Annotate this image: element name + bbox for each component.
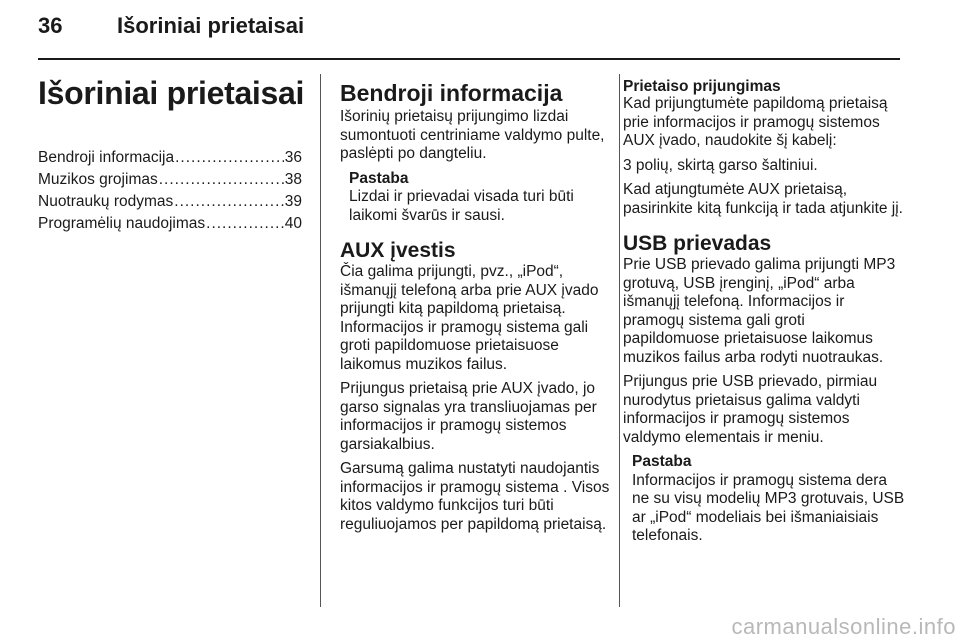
toc-item[interactable] [38, 192, 302, 214]
toc-item-page: 38 [284, 171, 302, 188]
section-heading-general: Bendroji informacija [340, 80, 563, 106]
middle-column [340, 80, 615, 540]
subheading-connect-device: Prietaiso prijungimas [623, 78, 781, 95]
note-label: Pastaba [349, 169, 409, 187]
toc-leader-dots [175, 148, 284, 168]
note-label: Pastaba [632, 453, 692, 470]
toc-leader-dots [159, 170, 284, 190]
aux-paragraph-1: Čia galima prijungti, pvz., „iPod“, išmanųjį telefoną arba prie AUX įvado prijungti kitą papildomą prietaisą. Informacijos ir pramogų sistema gali groti papildomuose prietaisuose laikomus muzikos failus. [340, 263, 599, 373]
page-number: 36 [38, 13, 63, 38]
connect-paragraph-3: Kad atjungtumėte AUX prietaisą, pasirinkite kitą funkciją ir tada atjunkite jį. [623, 181, 903, 217]
toc-leader-dots [174, 192, 283, 212]
section-heading-aux: AUX įvestis [340, 239, 456, 262]
watermark: carmanualsonline.info [731, 614, 956, 639]
note-text: Informacijos ir pramogų sistema dera ne su visų modelių MP3 grotuvais, USB ar „iPod“ modeliais bei išmaniaisiais telefonais. [632, 471, 905, 544]
general-intro-paragraph: Išorinių prietaisų prijungimo lizdai sumontuoti centriniame valdymo pulte, paslėpti po dangteliu. [340, 108, 605, 162]
toc-item-label: Nuotraukų rodymas [38, 193, 174, 210]
connect-paragraph-1: Kad prijungtumėte papildomą prietaisą prie informacijos ir pramogų sistemos AUX įvado, naudokite šį kabelį: [623, 95, 888, 149]
connect-paragraph-2: 3 polių, skirtą garso šaltiniui. [623, 156, 818, 174]
note-text: Lizdai ir prievadai visada turi būti laikomi švarūs ir sausi. [349, 188, 574, 224]
aux-paragraph-2: Prijungus prietaisą prie AUX įvado, jo garso signalas yra transliuojamas per informacijos ir pramogų sistemos garsiakalbius. [340, 380, 597, 453]
toc-leader-dots [206, 214, 284, 234]
running-title: Išoriniai prietaisai [117, 13, 305, 38]
header-rule [38, 58, 900, 60]
section-heading-usb: USB prievadas [623, 232, 772, 255]
toc-item-page: 39 [284, 193, 302, 210]
toc-item-page: 40 [284, 215, 302, 232]
toc-item-label: Bendroji informacija [38, 149, 175, 166]
right-column [623, 78, 905, 552]
toc-item-label: Programėlių naudojimas [38, 215, 206, 232]
toc-item[interactable] [38, 148, 302, 170]
toc-item-label: Muzikos grojimas [38, 171, 158, 188]
usb-paragraph-2: Prijungus prie USB prievado, pirmiau nurodytus prietaisus galima valdyti informacijos ir pramogų sistemos valdymo elementais ir meniu. [623, 373, 878, 446]
toc-item[interactable] [38, 214, 302, 236]
aux-paragraph-3: Garsumą galima nustatyti naudojantis informacijos ir pramogų sistema . Visos kitos valdymo funkcijos turi būti reguliuojamos per papildomą prietaisą. [340, 460, 610, 533]
column-divider-left [320, 74, 321, 607]
usb-paragraph-1: Prie USB prievado galima prijungti MP3 grotuvą, USB įrenginį, „iPod“ arba išmanųjį telefoną. Informacijos ir pramogų sistema gali groti papildomuose prietaisuose laikomus muzikos failus arba rodyti nuotraukas. [623, 256, 896, 366]
toc-item[interactable] [38, 170, 302, 192]
table-of-contents [38, 148, 302, 236]
note-box [349, 170, 615, 226]
note-box [632, 453, 905, 546]
toc-item-page: 36 [284, 149, 302, 166]
column-divider-right [619, 74, 620, 607]
chapter-title: Išoriniai prietaisai [38, 75, 305, 111]
